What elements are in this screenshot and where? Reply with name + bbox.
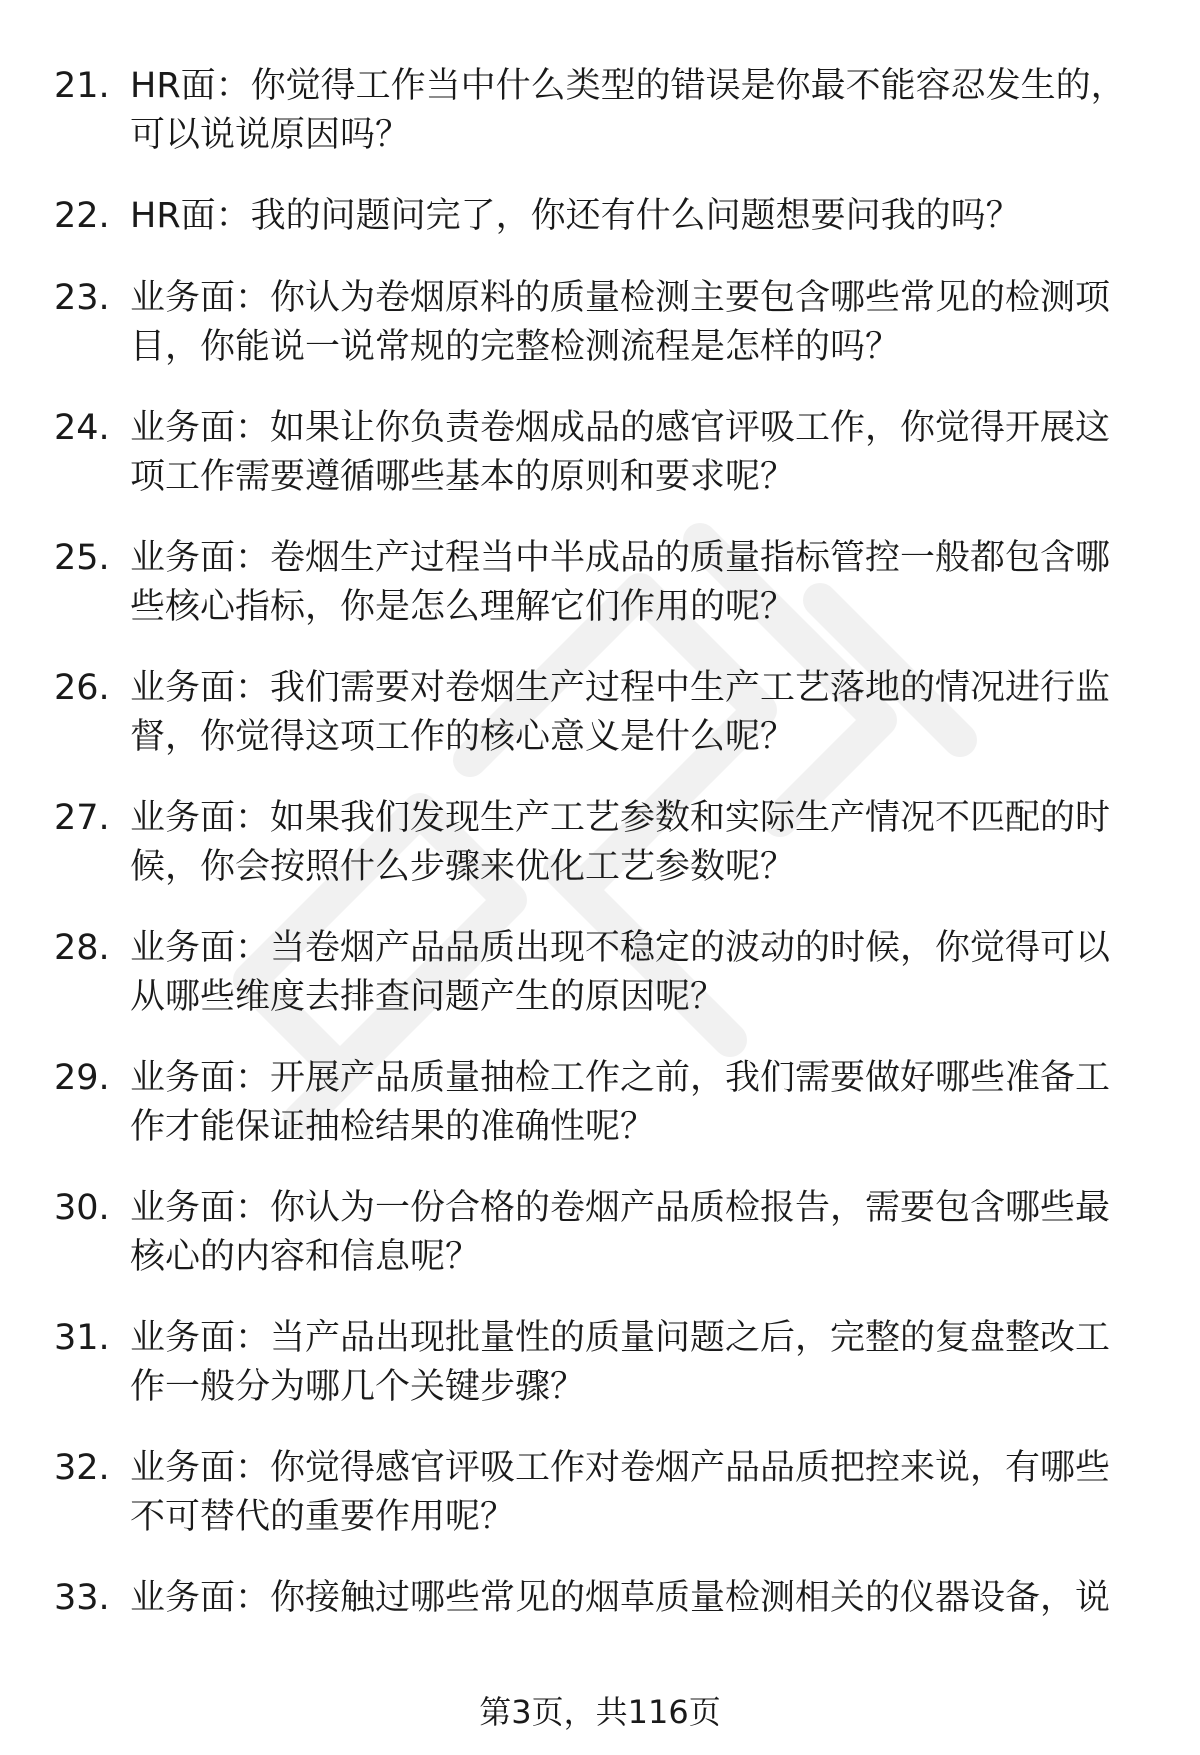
question-number: 23.: [54, 278, 110, 318]
question-number: 27.: [54, 798, 110, 838]
question-number: 33.: [54, 1578, 110, 1618]
question-number: 32.: [54, 1448, 110, 1488]
question-number: 26.: [54, 668, 110, 708]
question-text-line: 业务面：我们需要对卷烟生产过程中生产工艺落地的情况进行监: [130, 668, 1111, 708]
question-text-line: 业务面：开展产品质量抽检工作之前，我们需要做好哪些准备工: [130, 1058, 1111, 1098]
question-text-line: 业务面：你认为一份合格的卷烟产品质检报告，需要包含哪些最: [130, 1188, 1111, 1228]
question-number: 28.: [54, 928, 110, 968]
question-number: 31.: [54, 1318, 110, 1358]
page-number-footer: 第3页，共116页: [479, 1693, 721, 1731]
question-number: 21.: [54, 66, 110, 106]
question-text-line: 项工作需要遵循哪些基本的原则和要求呢？: [130, 457, 796, 497]
question-text-line: 业务面：如果我们发现生产工艺参数和实际生产情况不匹配的时: [130, 798, 1111, 838]
question-text-line: 从哪些维度去排查问题产生的原因呢？: [130, 977, 726, 1017]
question-number: 30.: [54, 1188, 110, 1228]
question-number: 25.: [54, 538, 110, 578]
question-text-line: 候，你会按照什么步骤来优化工艺参数呢？: [130, 847, 796, 887]
question-text-line: 督，你觉得这项工作的核心意义是什么呢？: [130, 717, 796, 757]
question-text-line: 些核心指标，你是怎么理解它们作用的呢？: [130, 587, 796, 627]
question-text-line: 目，你能说一说常规的完整检测流程是怎样的吗？: [130, 327, 901, 367]
question-text-line: 可以说说原因吗？: [130, 115, 411, 155]
question-text-line: 业务面：如果让你负责卷烟成品的感官评吸工作，你觉得开展这: [130, 408, 1111, 448]
question-text-line: 作一般分为哪几个关键步骤？: [130, 1367, 586, 1407]
question-text-line: 作才能保证抽检结果的准确性呢？: [130, 1107, 656, 1147]
question-text-line: 业务面：你认为卷烟原料的质量检测主要包含哪些常见的检测项: [130, 278, 1111, 318]
question-text-line: 业务面：当产品出现批量性的质量问题之后，完整的复盘整改工: [130, 1318, 1111, 1358]
question-text-line: HR面：你觉得工作当中什么类型的错误是你最不能容忍发生的，: [130, 66, 1126, 106]
question-number: 22.: [54, 196, 110, 236]
question-text-line: 业务面：卷烟生产过程当中半成品的质量指标管控一般都包含哪: [130, 538, 1111, 578]
question-text-line: 核心的内容和信息呢？: [130, 1237, 481, 1277]
question-text-line: 业务面：你觉得感官评吸工作对卷烟产品品质把控来说，有哪些: [130, 1448, 1111, 1488]
question-text-line: 业务面：当卷烟产品品质出现不稳定的波动的时候，你觉得可以: [130, 928, 1111, 968]
question-number: 29.: [54, 1058, 110, 1098]
question-text-line: HR面：我的问题问完了，你还有什么问题想要问我的吗？: [130, 196, 1021, 236]
question-number: 24.: [54, 408, 110, 448]
question-text-line: 不可替代的重要作用呢？: [130, 1497, 516, 1537]
question-text-line: 业务面：你接触过哪些常见的烟草质量检测相关的仪器设备，说: [130, 1578, 1111, 1618]
